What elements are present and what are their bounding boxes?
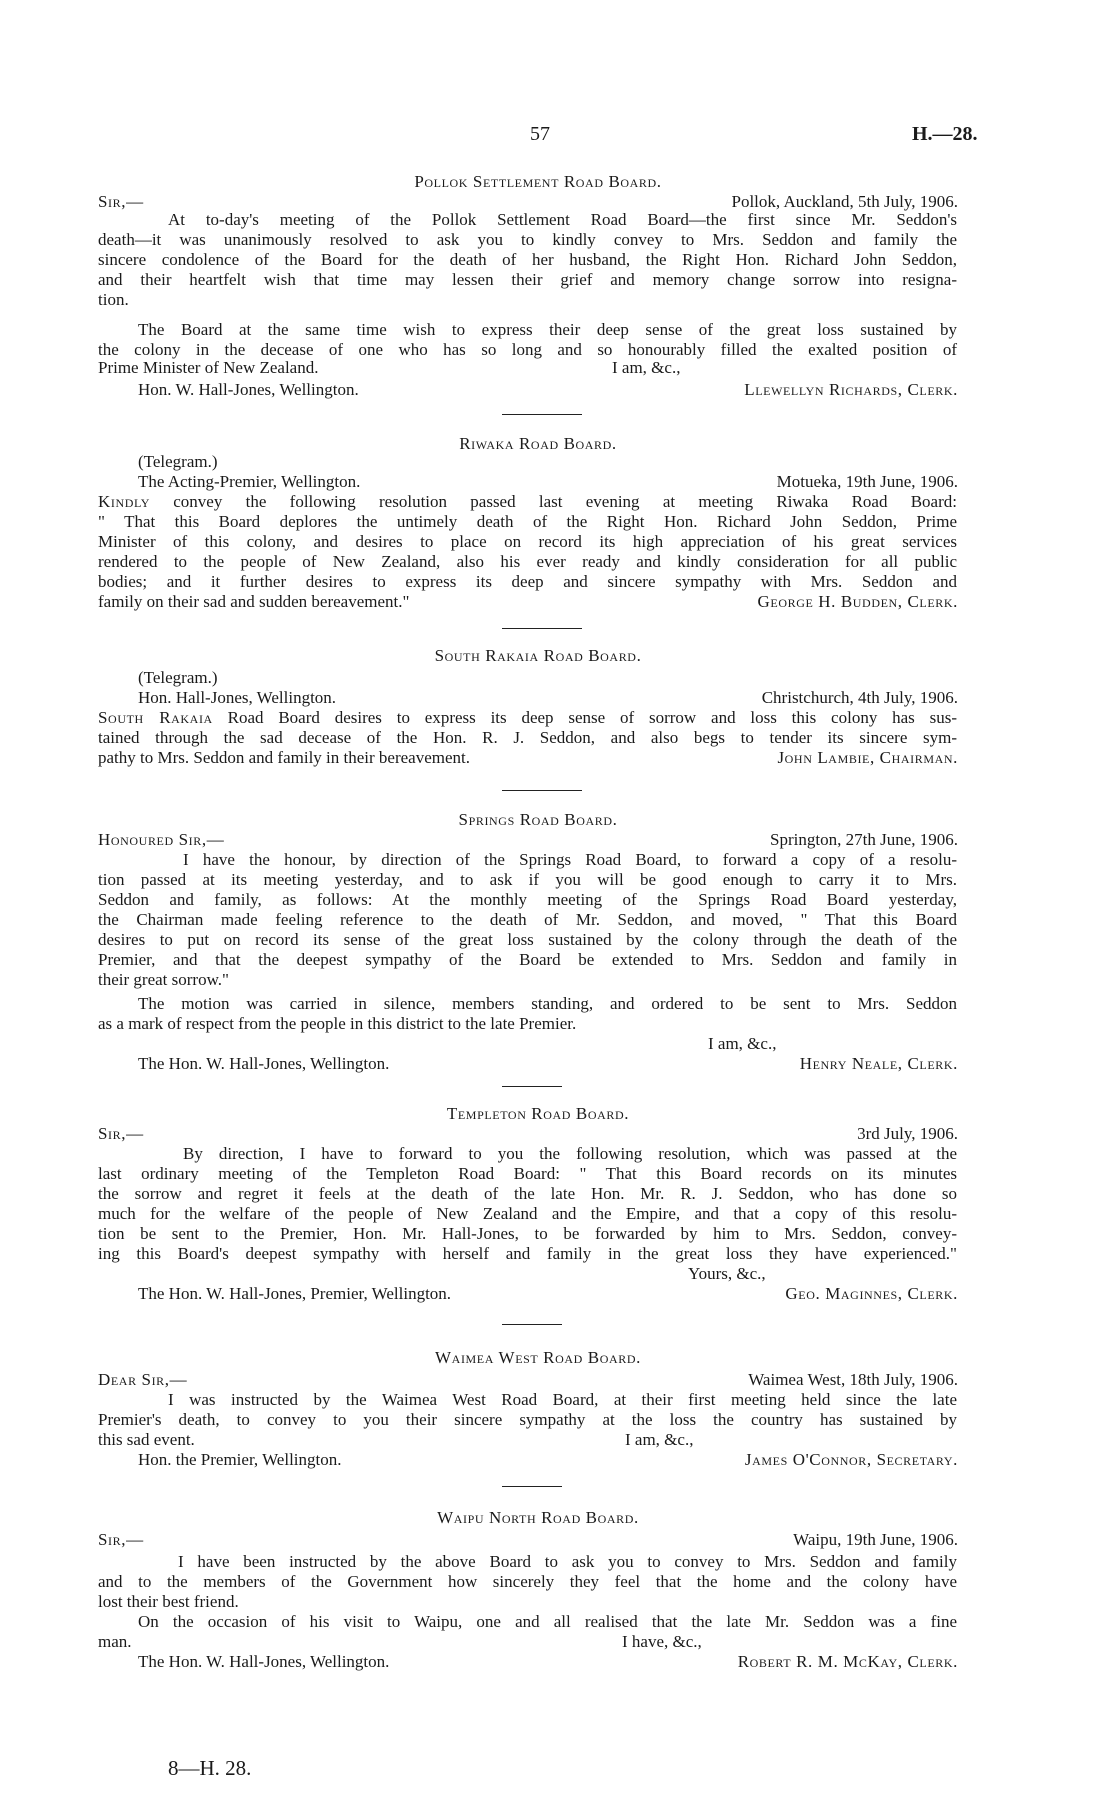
signature: Geo. Maginnes, Clerk. bbox=[785, 1284, 958, 1303]
body-line: Premier, and that the deepest sympathy of the Board be extended to Mrs. Seddon and family in bbox=[98, 950, 957, 969]
body-line: their great sorrow." bbox=[98, 970, 229, 989]
paper-reference: H.—28. bbox=[912, 123, 978, 145]
section-heading: South Rakaia Road Board. bbox=[434, 646, 642, 665]
body-line bbox=[98, 492, 957, 512]
place-date: Waimea West, 18th July, 1906. bbox=[748, 1370, 958, 1389]
signature: Llewellyn Richards, Clerk. bbox=[744, 380, 958, 399]
closing: I am, &c., bbox=[708, 1034, 777, 1053]
body-line: Prime Minister of New Zealand. bbox=[98, 358, 319, 377]
addressee: The Hon. W. Hall-Jones, Wellington. bbox=[138, 1652, 390, 1671]
place-date: Waipu, 19th June, 1906. bbox=[793, 1530, 958, 1549]
closing: I am, &c., bbox=[625, 1430, 694, 1449]
body-line: tion passed at its meeting yesterday, and to ask if you will be good enough to carry it to Mrs. bbox=[98, 870, 957, 889]
body-line: tained through the sad decease of the Hon. R. J. Seddon, and also begs to tender its sincere sym- bbox=[98, 728, 957, 747]
signature: John Lambie, Chairman. bbox=[777, 748, 958, 767]
section-heading: Pollok Settlement Road Board. bbox=[414, 172, 662, 191]
body-line: rendered to the people of New Zealand, also his ever ready and kindly consideration for all public bbox=[98, 552, 957, 571]
divider bbox=[502, 628, 582, 629]
divider bbox=[502, 1324, 562, 1325]
place-date: Springton, 27th June, 1906. bbox=[770, 830, 958, 849]
body-line: tion be sent to the Premier, Hon. Mr. Hall-Jones, to be forwarded by him to Mrs. Seddon, convey- bbox=[98, 1224, 957, 1243]
body-line: the sorrow and regret it feels at the death of the late Hon. Mr. R. J. Seddon, who has done so bbox=[98, 1184, 957, 1203]
salutation: Dear Sir,— bbox=[98, 1370, 188, 1389]
telegram-note: (Telegram.) bbox=[138, 452, 218, 471]
body-line: The Board at the same time wish to express their deep sense of the great loss sustained by bbox=[138, 320, 957, 339]
body-line-rest: convey the following resolution passed last evening at meeting Riwaka Road Board: bbox=[150, 492, 957, 511]
signature: Henry Neale, Clerk. bbox=[799, 1054, 958, 1073]
body-line: the colony in the decease of one who has so long and so honourably filled the exalted position of bbox=[98, 340, 957, 359]
body-line: man. bbox=[98, 1632, 132, 1651]
salutation: Sir,— bbox=[98, 192, 144, 211]
addressee: The Hon. W. Hall-Jones, Premier, Wellington. bbox=[138, 1284, 452, 1303]
body-line: ing this Board's deepest sympathy with herself and family in the great loss they have experienced." bbox=[98, 1244, 957, 1263]
body-line: sincere condolence of the Board for the death of her husband, the Right Hon. Richard John Seddon, bbox=[98, 250, 957, 269]
place-date: Pollok, Auckland, 5th July, 1906. bbox=[731, 192, 958, 211]
body-line: this sad event. bbox=[98, 1430, 195, 1449]
body-line: last ordinary meeting of the Templeton Road Board: " That this Board records on its minutes bbox=[98, 1164, 957, 1183]
place-date: 3rd July, 1906. bbox=[857, 1124, 958, 1143]
body-line bbox=[98, 708, 957, 728]
salutation: Sir,— bbox=[98, 1124, 144, 1143]
body-line: pathy to Mrs. Seddon and family in their bereavement. bbox=[98, 748, 471, 767]
signature: James O'Connor, Secretary. bbox=[744, 1450, 958, 1469]
section-heading: Waimea West Road Board. bbox=[435, 1348, 641, 1367]
body-line: By direction, I have to forward to you the following resolution, which was passed at the bbox=[183, 1144, 957, 1163]
lead-word: Kindly bbox=[98, 492, 150, 511]
closing: I have, &c., bbox=[622, 1632, 702, 1651]
addressee: The Hon. W. Hall-Jones, Wellington. bbox=[138, 1054, 390, 1073]
divider bbox=[502, 1486, 562, 1487]
body-line: On the occasion of his visit to Waipu, one and all realised that the late Mr. Seddon was a fine bbox=[138, 1612, 957, 1631]
closing: I am, &c., bbox=[612, 358, 681, 377]
body-line: the Chairman made feeling reference to the death of Mr. Seddon, and moved, " That this Board bbox=[98, 910, 957, 929]
body-line: I have the honour, by direction of the Springs Road Board, to forward a copy of a resolu- bbox=[183, 850, 957, 869]
divider bbox=[502, 1086, 562, 1087]
body-line: family on their sad and sudden bereavement." bbox=[98, 592, 410, 611]
lead-word: South Rakaia bbox=[98, 708, 213, 727]
body-line: and to the members of the Government how sincerely they feel that the home and the colony have bbox=[98, 1572, 957, 1591]
place-date: Motueka, 19th June, 1906. bbox=[776, 472, 958, 491]
body-line: desires to put on record its sense of the great loss sustained by the colony through the death of the bbox=[98, 930, 957, 949]
printer-signature: 8—H. 28. bbox=[168, 1756, 252, 1780]
section-heading: Springs Road Board. bbox=[458, 810, 618, 829]
body-line: Seddon and family, as follows: At the monthly meeting of the Springs Road Board yesterday, bbox=[98, 890, 957, 909]
body-line: I have been instructed by the above Board to ask you to convey to Mrs. Seddon and family bbox=[178, 1552, 957, 1571]
body-line: as a mark of respect from the people in this district to the late Premier. bbox=[98, 1014, 577, 1033]
divider bbox=[502, 414, 582, 415]
body-line: lost their best friend. bbox=[98, 1592, 239, 1611]
body-line-rest: Road Board desires to express its deep sense of sorrow and loss this colony has sus- bbox=[212, 708, 958, 727]
body-line: " That this Board deplores the untimely death of the Right Hon. Richard John Seddon, Prime bbox=[98, 512, 957, 531]
salutation: Honoured Sir,— bbox=[98, 830, 225, 849]
addressee: Hon. the Premier, Wellington. bbox=[138, 1450, 342, 1469]
salutation: Sir,— bbox=[98, 1530, 144, 1549]
body-line: At to-day's meeting of the Pollok Settlement Road Board—the first since Mr. Seddon's bbox=[168, 210, 957, 229]
addressee: Hon. W. Hall-Jones, Wellington. bbox=[138, 380, 359, 399]
signature: Robert R. M. McKay, Clerk. bbox=[737, 1652, 958, 1671]
section-heading: Riwaka Road Board. bbox=[459, 434, 617, 453]
body-line: and their heartfelt wish that time may lessen their grief and memory change sorrow into resigna- bbox=[98, 270, 957, 289]
closing: Yours, &c., bbox=[688, 1264, 766, 1283]
body-line: Minister of this colony, and desires to place on record its high appreciation of his great services bbox=[98, 532, 957, 551]
place-date: Christchurch, 4th July, 1906. bbox=[761, 688, 958, 707]
section-heading: Waipu North Road Board. bbox=[437, 1508, 639, 1527]
body-line: bodies; and it further desires to express its deep and sincere sympathy with Mrs. Seddon and bbox=[98, 572, 957, 591]
body-line: I was instructed by the Waimea West Road Board, at their first meeting held since the late bbox=[168, 1390, 957, 1409]
page-number: 57 bbox=[530, 123, 550, 145]
addressee: The Acting-Premier, Wellington. bbox=[138, 472, 361, 491]
divider bbox=[502, 790, 582, 791]
body-line: death—it was unanimously resolved to ask you to kindly convey to Mrs. Seddon and family the bbox=[98, 230, 957, 249]
signature: George H. Budden, Clerk. bbox=[757, 592, 958, 611]
addressee: Hon. Hall-Jones, Wellington. bbox=[138, 688, 337, 707]
body-line: The motion was carried in silence, members standing, and ordered to be sent to Mrs. Seddon bbox=[138, 994, 957, 1013]
body-line: Premier's death, to convey to you their sincere sympathy at the loss the country has sustained by bbox=[98, 1410, 957, 1429]
body-line: tion. bbox=[98, 290, 129, 309]
telegram-note: (Telegram.) bbox=[138, 668, 218, 687]
body-line: much for the welfare of the people of New Zealand and the Empire, and that a copy of this resolu- bbox=[98, 1204, 957, 1223]
section-heading: Templeton Road Board. bbox=[446, 1104, 630, 1123]
